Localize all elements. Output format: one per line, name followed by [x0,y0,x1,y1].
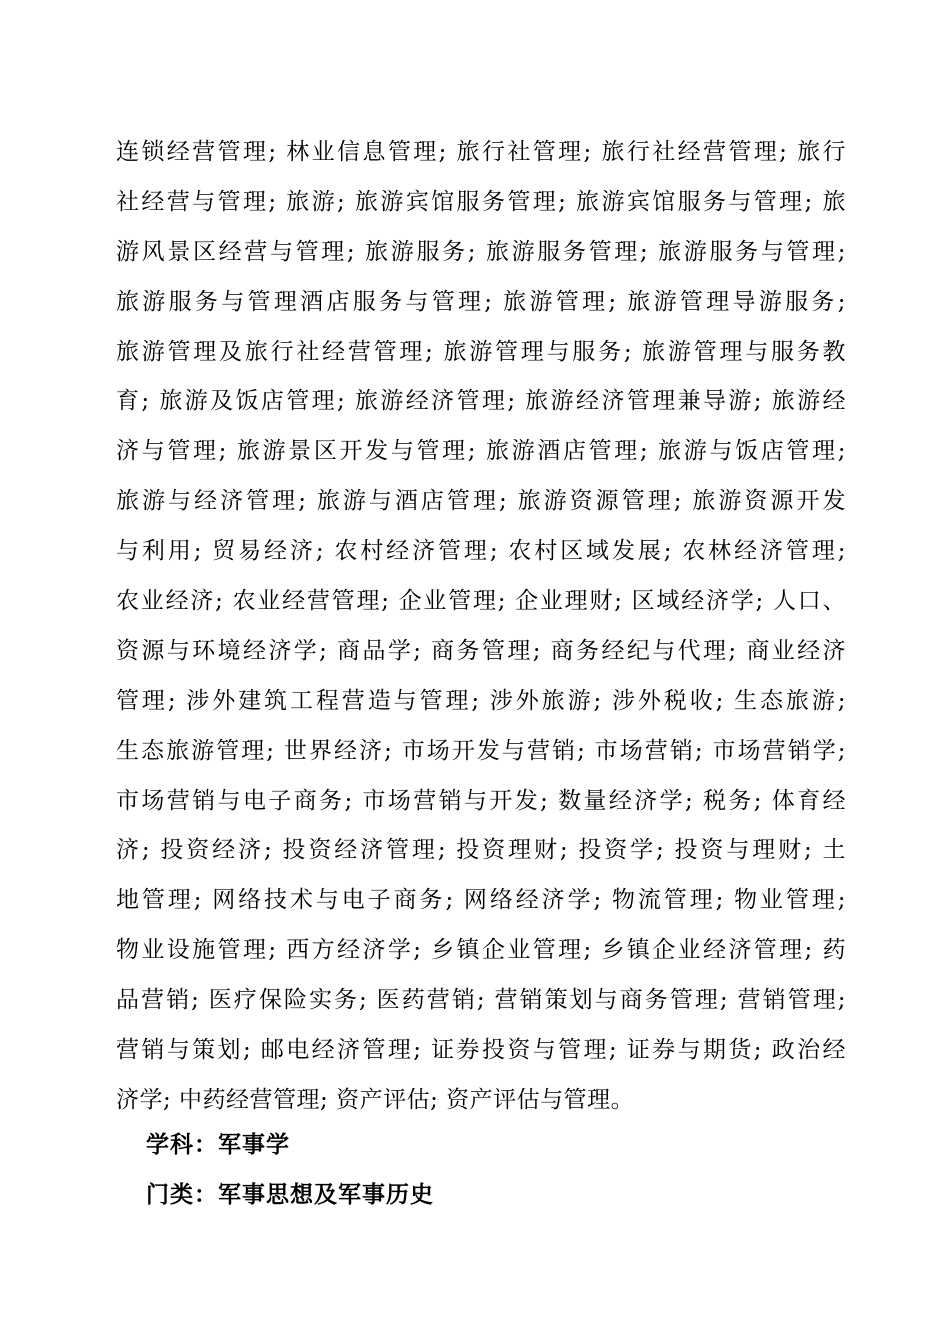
paragraph-line: 连锁经营管理; 林业信息管理; 旅行社管理; 旅行社经营管理; 旅行 [116,139,846,165]
paragraph-line: 营销与策划; 邮电经济管理; 证券投资与管理; 证券与期货; 政治经 [116,1037,846,1064]
paragraph-line: 与利用; 贸易经济; 农村经济管理; 农村区域发展; 农林经济管理; [116,538,846,565]
subject-heading: 学科：军事学 [146,1132,290,1158]
paragraph-line: 济学; 中药经营管理; 资产评估; 资产评估与管理。 [116,1086,635,1113]
paragraph-line: 农业经济; 农业经营管理; 企业管理; 企业理财; 区域经济学; 人口、 [116,588,846,615]
paragraph-line: 地管理; 网络技术与电子商务; 网络经济学; 物流管理; 物业管理; [116,887,846,914]
paragraph-line: 游风景区经营与管理; 旅游服务; 旅游服务管理; 旅游服务与管理; [116,238,846,265]
category-heading: 门类：军事思想及军事历史 [146,1182,434,1208]
paragraph-line: 品营销; 医疗保险实务; 医药营销; 营销策划与商务管理; 营销管理; [116,987,846,1014]
paragraph-line: 旅游与经济管理; 旅游与酒店管理; 旅游资源管理; 旅游资源开发 [116,488,846,515]
paragraph-line: 旅游服务与管理酒店服务与管理; 旅游管理; 旅游管理导游服务; [116,288,846,315]
paragraph-line: 旅游管理及旅行社经营管理; 旅游管理与服务; 旅游管理与服务教 [116,338,846,365]
paragraph-line: 育; 旅游及饭店管理; 旅游经济管理; 旅游经济管理兼导游; 旅游经 [116,388,846,415]
paragraph-line: 济; 投资经济; 投资经济管理; 投资理财; 投资学; 投资与理财; 土 [116,837,846,864]
paragraph-line: 管理; 涉外建筑工程营造与管理; 涉外旅游; 涉外税收; 生态旅游; [116,687,846,714]
paragraph-line: 资源与环境经济学; 商品学; 商务管理; 商务经纪与代理; 商业经济 [116,637,846,664]
paragraph-line: 济与管理; 旅游景区开发与管理; 旅游酒店管理; 旅游与饭店管理; [116,438,846,465]
paragraph-line: 市场营销与电子商务; 市场营销与开发; 数量经济学; 税务; 体育经 [116,787,846,814]
paragraph-line: 生态旅游管理; 世界经济; 市场开发与营销; 市场营销; 市场营销学; [116,737,846,764]
paragraph-line: 社经营与管理; 旅游; 旅游宾馆服务管理; 旅游宾馆服务与管理; 旅 [116,188,846,215]
paragraph-line: 物业设施管理; 西方经济学; 乡镇企业管理; 乡镇企业经济管理; 药 [116,937,846,964]
major-list-paragraph [116,128,846,1126]
